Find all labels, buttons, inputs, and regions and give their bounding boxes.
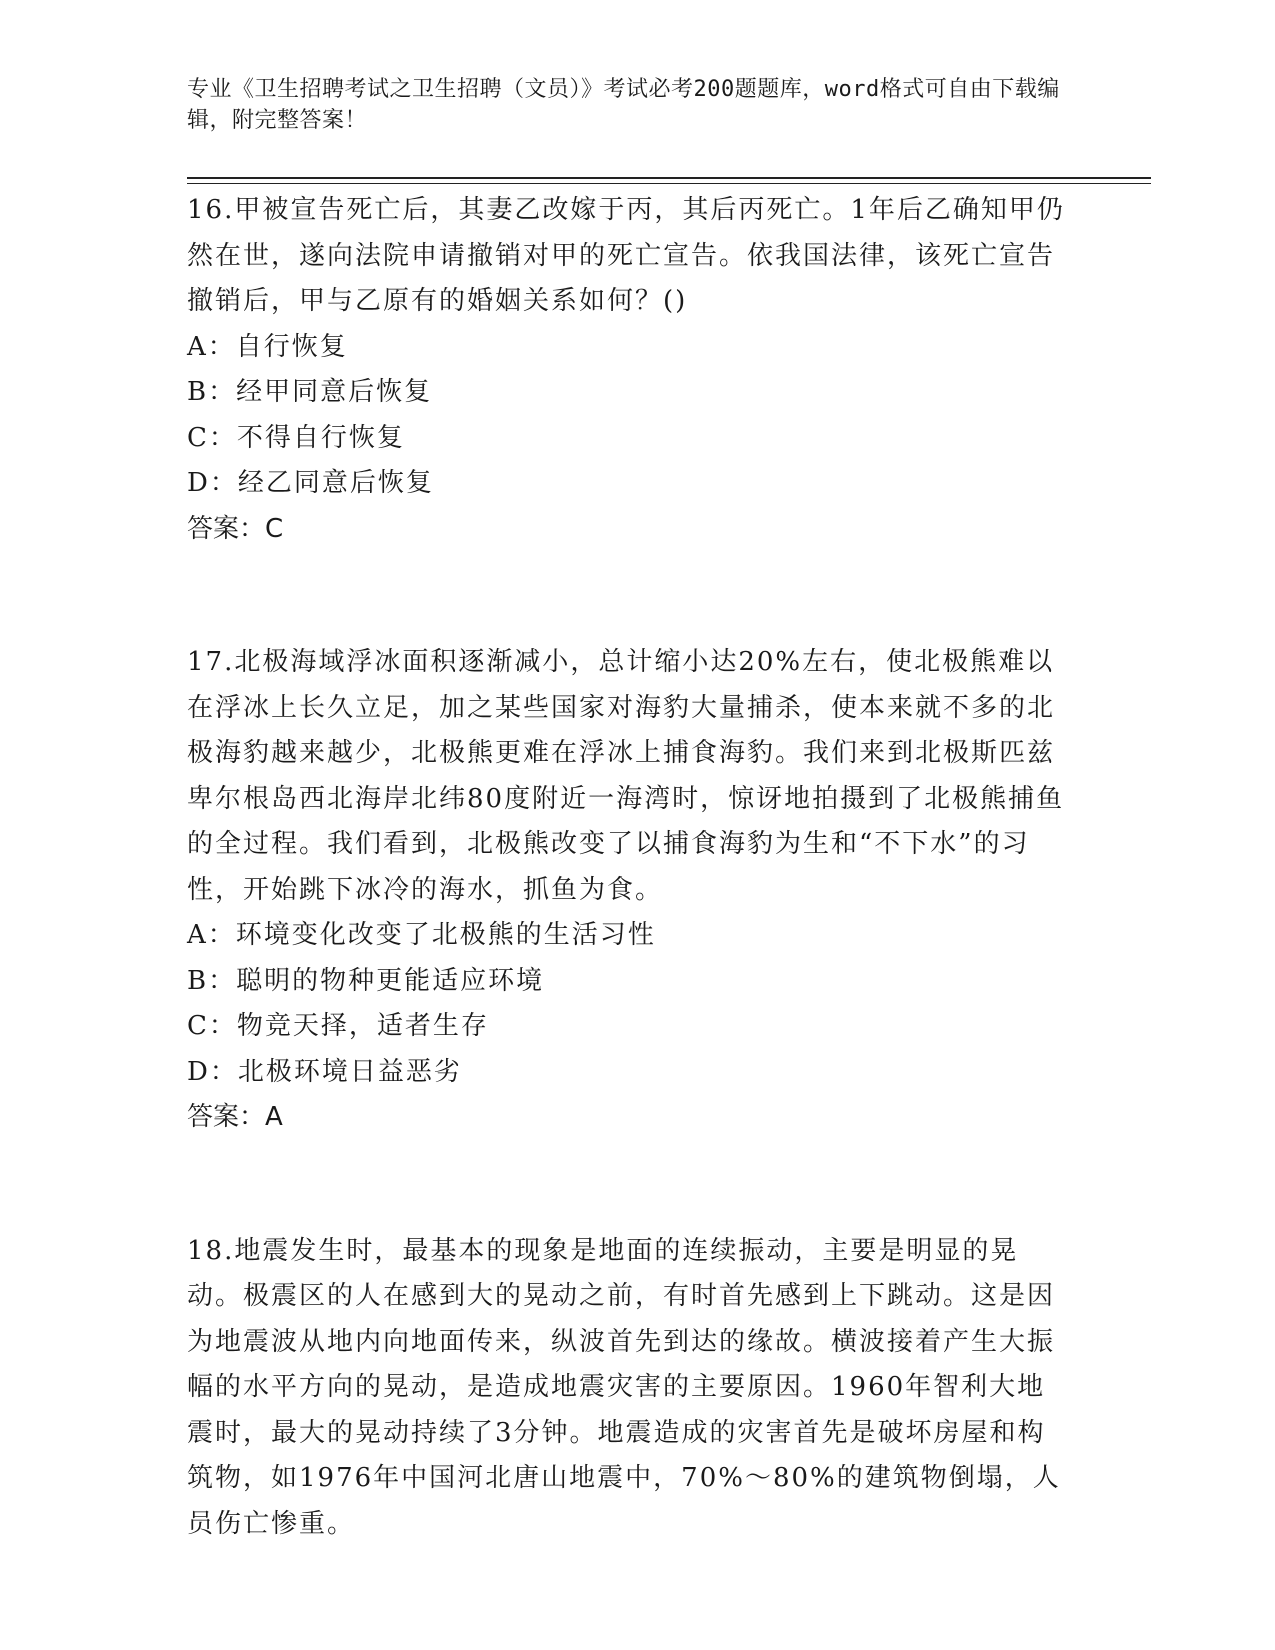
question-text: 17.北极海域浮冰面积逐渐减小，总计缩小达20%左右，使北极熊难以在浮冰上长久立足，加之某些国家对海豹大量捕杀，使本来就不多的北极海豹越来越少，北极熊更难在浮冰上捕食海豹。我们来到北极斯匹兹卑尔根岛西北海岸北纬80度附近一海湾时，惊讶地拍摄到了北极熊捕鱼的全过程。我们看到，北极熊改变了以捕食海豹为生和“不下水”的习性，开始跳下冰冷的海水，抓鱼为食。 [187, 647, 1065, 905]
question-text: 16.甲被宣告死亡后，其妻乙改嫁于丙，其后丙死亡。1年后乙确知甲仍然在世，遂向法院申请撤销对甲的死亡宣告。依我国法律，该死亡宣告撤销后，甲与乙原有的婚姻关系如何？() [187, 195, 1065, 316]
question-text: 18.地震发生时，最基本的现象是地面的连续振动，主要是明显的晃动。极震区的人在感到大的晃动之前，有时首先感到上下跳动。这是因为地震波从地内向地面传来，纵波首先到达的缘故。横波接着产生大振幅的水平方向的晃动，是造成地震灾害的主要原因。1960年智利大地震时，最大的晃动持续了3分钟。地震造成的灾害首先是破坏房屋和构筑物，如1976年中国河北唐山地震中，70%～80%的建筑物倒塌，人员伤亡惨重。 [187, 1235, 1061, 1539]
header-divider-thick [187, 177, 1151, 179]
question-17 [187, 640, 1067, 1141]
document-header: 专业《卫生招聘考试之卫生招聘（文员）》考试必考200题题库，word格式可自由下载编辑，附完整答案！ [187, 77, 1060, 133]
option-b: B：经甲同意后恢复 [187, 377, 433, 407]
question-spacer [187, 552, 1067, 640]
option-c: C：物竞天择，适者生存 [187, 1011, 489, 1041]
answer-label: 答案：C [187, 513, 284, 544]
option-d: D：经乙同意后恢复 [187, 468, 434, 498]
question-16 [187, 188, 1067, 552]
option-a: A：自行恢复 [187, 331, 348, 362]
option-d: D：北极环境日益恶劣 [187, 1056, 462, 1087]
questions-container [187, 188, 1067, 1547]
question-spacer [187, 1141, 1067, 1229]
option-b: B：聪明的物种更能适应环境 [187, 965, 545, 996]
question-18 [187, 1229, 1067, 1548]
header-divider-thin [187, 183, 1151, 184]
option-c: C：不得自行恢复 [187, 422, 405, 453]
answer-label: 答案：A [187, 1102, 283, 1132]
option-a: A：环境变化改变了北极熊的生活习性 [187, 920, 656, 950]
